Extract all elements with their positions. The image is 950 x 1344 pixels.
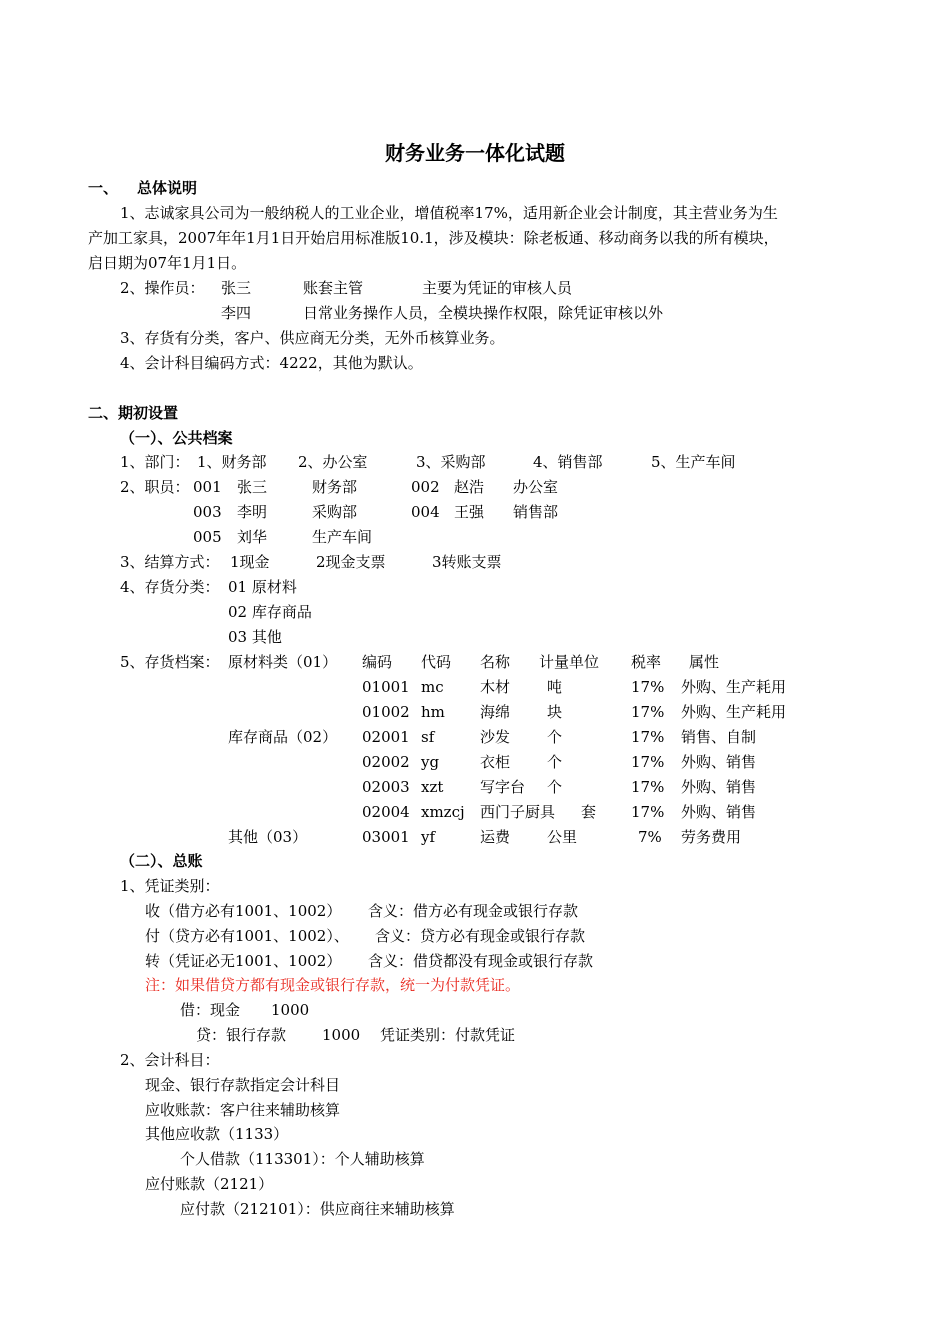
staff-3-name: 李明 [237, 503, 268, 521]
paragraph-1-line-2: 产加工家具，2007年年1月1日开始启用标准版10.1，涉及模块：除老板通、移动商务以我的所有模块， [88, 229, 779, 247]
inventory-row-1-attribute: 外购、生产耗用 [681, 678, 787, 696]
paragraph-3: 3、存货有分类，客户、供应商无分类，无外币核算业务。 [120, 329, 505, 347]
paragraph-1-line-3: 启日期为07年1月1日。 [88, 254, 247, 272]
inventory-row-2-code: 01002 [362, 703, 410, 721]
account-item-6: 应付款（212101）：供应商往来辅助核算 [180, 1200, 455, 1218]
document-title: 财务业务一体化试题 [385, 141, 565, 165]
inventory-row-1-code: 01001 [362, 678, 410, 696]
staff-4-dept: 销售部 [513, 503, 559, 521]
voucher-type-transfer: 转（凭证必无1001、1002） [145, 952, 342, 970]
inventory-row-6-attribute: 外购、销售 [681, 803, 757, 821]
section2-heading: 二、期初设置 [88, 404, 179, 422]
inventory-header-unit: 计量单位 [539, 653, 600, 671]
inventory-row-3-code: 02001 [362, 728, 410, 746]
inventory-row-1-unit: 吨 [547, 678, 563, 696]
inventory-row-4-unit: 个 [547, 753, 563, 771]
operator-2-role: 日常业务操作人员，全模块操作权限，除凭证审核以外 [303, 304, 664, 322]
inventory-row-5-tax: 17% [631, 778, 665, 796]
inventory-row-1-name: 木材 [480, 678, 511, 696]
department-4: 4、销售部 [533, 453, 603, 471]
voucher-type-payment-meaning: 含义：贷方必有现金或银行存款 [375, 927, 586, 945]
voucher-type-transfer-meaning: 含义：借贷都没有现金或银行存款 [368, 952, 594, 970]
inventory-row-5-unit: 个 [547, 778, 563, 796]
staff-1-dept: 财务部 [312, 478, 358, 496]
inventory-row-5-code: 02003 [362, 778, 410, 796]
staff-2-dept: 办公室 [513, 478, 559, 496]
staff-5-name: 刘华 [237, 528, 268, 546]
example-voucher-type: 凭证类别：付款凭证 [380, 1026, 516, 1044]
inventory-row-6-abbr: xmzcj [421, 803, 465, 821]
inventory-group-stock-goods: 库存商品（02） [228, 728, 338, 746]
staff-3-code: 003 [193, 503, 222, 521]
example-debit-amount: 1000 [271, 1001, 310, 1019]
inventory-group-raw-materials: 原材料类（01） [228, 653, 338, 671]
example-credit-label: 贷：银行存款 [196, 1026, 287, 1044]
subsection-general-ledger: （二）、总账 [120, 852, 203, 870]
inventory-row-2-attribute: 外购、生产耗用 [681, 703, 787, 721]
inventory-row-7-unit: 公里 [547, 828, 578, 846]
department-2: 2、办公室 [298, 453, 368, 471]
inventory-header-name: 名称 [480, 653, 511, 671]
staff-2-code: 002 [411, 478, 440, 496]
department-5: 5、生产车间 [651, 453, 736, 471]
inventory-row-2-abbr: hm [421, 703, 445, 721]
inventory-row-1-tax: 17% [631, 678, 665, 696]
account-item-5: 应付账款（2121） [145, 1175, 274, 1193]
inventory-row-2-unit: 块 [547, 703, 563, 721]
voucher-note: 注：如果借贷方都有现金或银行存款，统一为付款凭证。 [145, 976, 521, 994]
inventory-row-7-code: 03001 [362, 828, 410, 846]
staff-label: 2、职员： [120, 478, 190, 496]
inventory-row-3-abbr: sf [421, 728, 435, 746]
staff-2-name: 赵浩 [454, 478, 485, 496]
inventory-category-2: 02 库存商品 [228, 603, 312, 621]
operator-2-name: 李四 [221, 304, 252, 322]
inventory-row-5-name: 写字台 [480, 778, 526, 796]
inventory-row-2-name: 海绵 [480, 703, 511, 721]
subsection-public-archives: （一）、公共档案 [120, 429, 233, 447]
example-debit-label: 借：现金 [180, 1001, 241, 1019]
inventory-row-3-tax: 17% [631, 728, 665, 746]
inventory-category-label: 4、存货分类： [120, 578, 220, 596]
inventory-row-1-abbr: mc [421, 678, 444, 696]
inventory-header-attribute: 属性 [689, 653, 720, 671]
voucher-types-label: 1、凭证类别： [120, 877, 220, 895]
settlement-label: 3、结算方式： [120, 553, 220, 571]
inventory-row-4-abbr: yg [421, 753, 440, 771]
settlement-1: 1现金 [230, 553, 270, 571]
department-1: 1、财务部 [197, 453, 267, 471]
inventory-row-6-tax: 17% [631, 803, 665, 821]
inventory-category-3: 03 其他 [228, 628, 282, 646]
inventory-header-abbr: 代码 [421, 653, 452, 671]
operator-1-name: 张三 [221, 279, 252, 297]
department-3: 3、采购部 [416, 453, 486, 471]
inventory-header-code: 编码 [362, 653, 393, 671]
voucher-type-receipt: 收（借方必有1001、1002） [145, 902, 342, 920]
operator-1-role: 账套主管 [303, 279, 364, 297]
account-item-2: 应收账款：客户往来辅助核算 [145, 1101, 341, 1119]
inventory-row-6-code: 02004 [362, 803, 410, 821]
operator-1-desc: 主要为凭证的审核人员 [422, 279, 573, 297]
inventory-row-7-name: 运费 [480, 828, 511, 846]
inventory-row-3-unit: 个 [547, 728, 563, 746]
account-item-4: 个人借款（113301）：个人辅助核算 [180, 1150, 425, 1168]
inventory-row-3-name: 沙发 [480, 728, 511, 746]
inventory-row-4-attribute: 外购、销售 [681, 753, 757, 771]
account-item-3: 其他应收款（1133） [145, 1125, 289, 1143]
staff-3-dept: 采购部 [312, 503, 358, 521]
inventory-category-1: 01 原材料 [228, 578, 297, 596]
section1-heading: 总体说明 [137, 179, 198, 197]
inventory-row-7-abbr: yf [421, 828, 436, 846]
example-credit-amount: 1000 [322, 1026, 361, 1044]
settlement-3: 3转账支票 [432, 553, 502, 571]
inventory-row-4-tax: 17% [631, 753, 665, 771]
voucher-type-payment: 付（贷方必有1001、1002）、 [145, 927, 349, 945]
accounts-label: 2、会计科目： [120, 1051, 220, 1069]
inventory-archive-label: 5、存货档案： [120, 653, 220, 671]
inventory-row-4-name: 衣柜 [480, 753, 511, 771]
staff-4-code: 004 [411, 503, 440, 521]
inventory-row-5-attribute: 外购、销售 [681, 778, 757, 796]
inventory-row-4-code: 02002 [362, 753, 410, 771]
staff-4-name: 王强 [454, 503, 485, 521]
staff-1-code: 001 [193, 478, 222, 496]
staff-5-dept: 生产车间 [312, 528, 373, 546]
section1-number: 一、 [88, 179, 119, 197]
inventory-row-2-tax: 17% [631, 703, 665, 721]
inventory-row-6-name: 西门子厨具 [480, 803, 556, 821]
inventory-row-6-unit: 套 [581, 803, 597, 821]
inventory-header-tax: 税率 [631, 653, 662, 671]
staff-5-code: 005 [193, 528, 222, 546]
paragraph-1-line-1: 1、志诚家具公司为一般纳税人的工业企业，增值税率17%，适用新企业会计制度，其主营业务为生 [120, 204, 778, 222]
voucher-type-receipt-meaning: 含义：借方必有现金或银行存款 [368, 902, 579, 920]
staff-1-name: 张三 [237, 478, 268, 496]
inventory-row-3-attribute: 销售、自制 [681, 728, 757, 746]
inventory-row-5-abbr: xzt [421, 778, 444, 796]
operators-label: 2、操作员： [120, 279, 205, 297]
inventory-group-other: 其他（03） [228, 828, 308, 846]
paragraph-4: 4、会计科目编码方式：4222，其他为默认。 [120, 354, 423, 372]
inventory-row-7-tax: 7% [638, 828, 662, 846]
settlement-2: 2现金支票 [316, 553, 386, 571]
inventory-row-7-attribute: 劳务费用 [681, 828, 742, 846]
account-item-1: 现金、银行存款指定会计科目 [145, 1076, 341, 1094]
departments-label: 1、部门： [120, 453, 190, 471]
